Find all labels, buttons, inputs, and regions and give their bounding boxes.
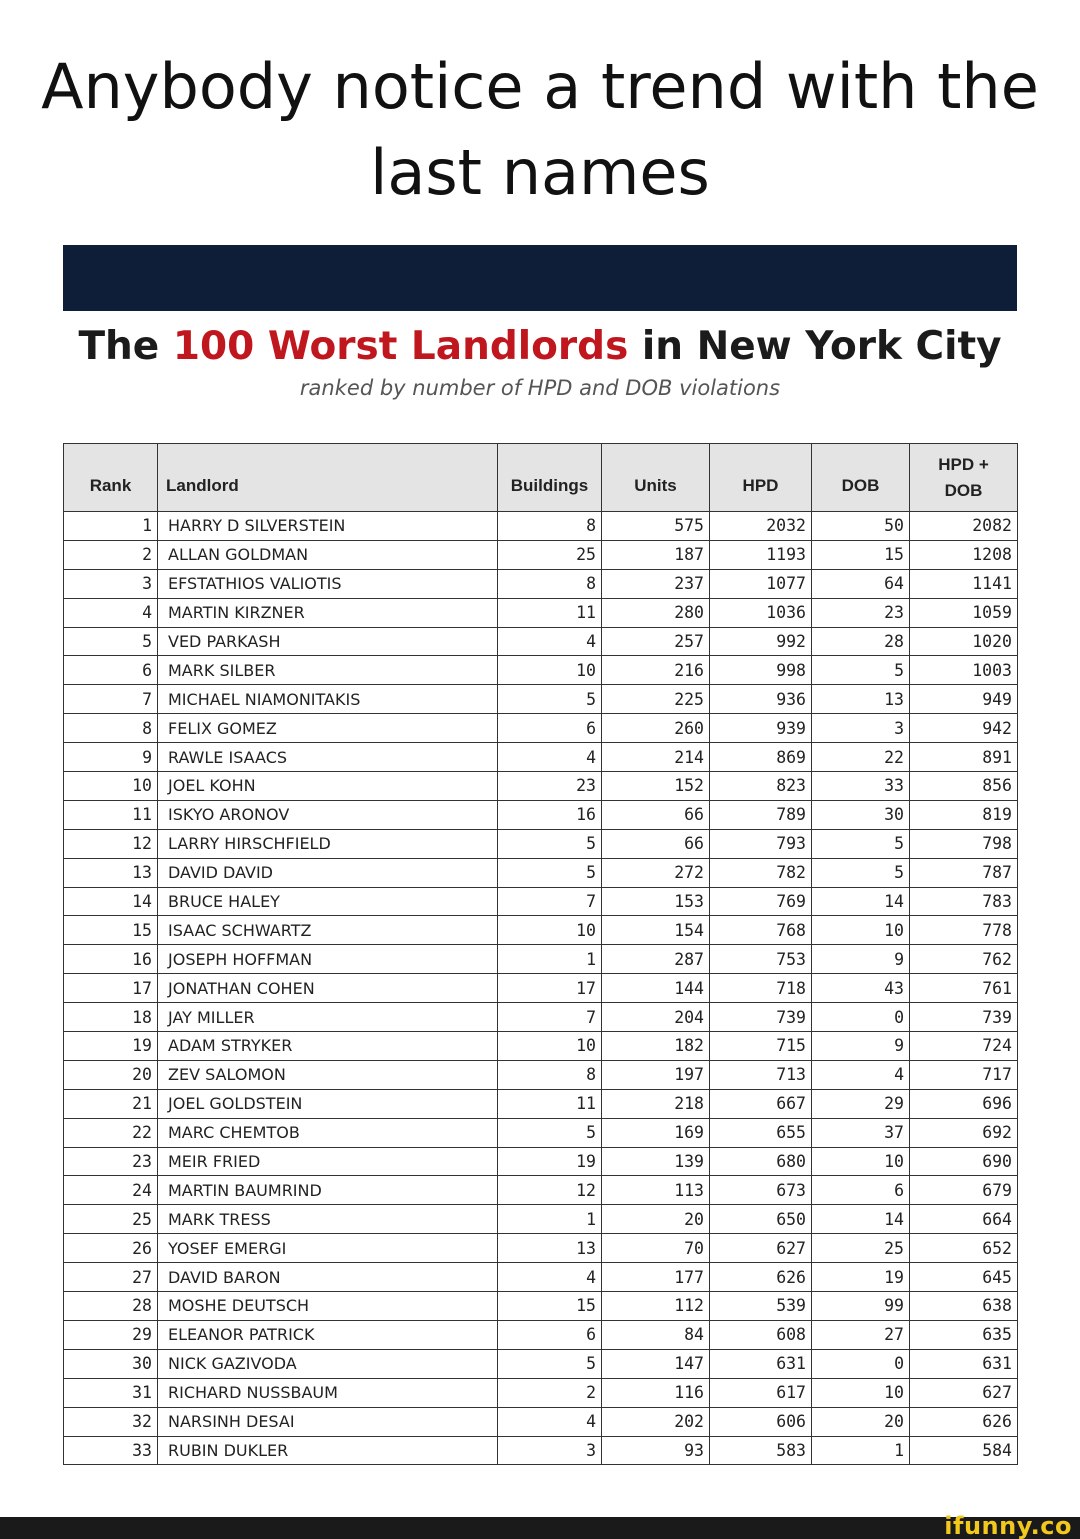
cell-landlord: DAVID DAVID xyxy=(158,858,498,887)
cell-rank: 25 xyxy=(64,1205,158,1234)
cell-landlord: VED PARKASH xyxy=(158,627,498,656)
cell-hpd-dob: 1059 xyxy=(910,598,1018,627)
cell-rank: 28 xyxy=(64,1292,158,1321)
cell-units: 182 xyxy=(602,1032,710,1061)
cell-hpd: 667 xyxy=(710,1089,812,1118)
cell-hpd-dob: 645 xyxy=(910,1263,1018,1292)
cell-buildings: 5 xyxy=(498,685,602,714)
cell-dob: 50 xyxy=(812,512,910,541)
cell-hpd: 1193 xyxy=(710,540,812,569)
cell-buildings: 5 xyxy=(498,1118,602,1147)
cell-hpd: 627 xyxy=(710,1234,812,1263)
table-row xyxy=(64,772,1018,801)
cell-hpd-dob: 856 xyxy=(910,772,1018,801)
col-header-hpd-dob: HPD + DOB xyxy=(910,444,1018,512)
cell-hpd: 939 xyxy=(710,714,812,743)
cell-units: 575 xyxy=(602,512,710,541)
cell-hpd: 655 xyxy=(710,1118,812,1147)
cell-landlord: HARRY D SILVERSTEIN xyxy=(158,512,498,541)
cell-units: 66 xyxy=(602,829,710,858)
cell-units: 257 xyxy=(602,627,710,656)
cell-hpd: 789 xyxy=(710,800,812,829)
table-row xyxy=(64,1436,1018,1465)
cell-buildings: 12 xyxy=(498,1176,602,1205)
cell-rank: 22 xyxy=(64,1118,158,1147)
cell-buildings: 15 xyxy=(498,1292,602,1321)
cell-landlord: JAY MILLER xyxy=(158,1003,498,1032)
table-row xyxy=(64,1118,1018,1147)
cell-hpd: 739 xyxy=(710,1003,812,1032)
cell-units: 177 xyxy=(602,1263,710,1292)
cell-units: 93 xyxy=(602,1436,710,1465)
cell-hpd: 998 xyxy=(710,656,812,685)
cell-hpd: 606 xyxy=(710,1407,812,1436)
cell-hpd-dob: 942 xyxy=(910,714,1018,743)
cell-buildings: 7 xyxy=(498,1003,602,1032)
table-row xyxy=(64,800,1018,829)
infographic-subtitle: ranked by number of HPD and DOB violations xyxy=(299,376,781,400)
cell-units: 84 xyxy=(602,1320,710,1349)
table-row xyxy=(64,1263,1018,1292)
cell-units: 169 xyxy=(602,1118,710,1147)
cell-units: 214 xyxy=(602,743,710,772)
cell-dob: 43 xyxy=(812,974,910,1003)
cell-buildings: 23 xyxy=(498,772,602,801)
cell-dob: 0 xyxy=(812,1349,910,1378)
cell-buildings: 19 xyxy=(498,1147,602,1176)
cell-hpd: 2032 xyxy=(710,512,812,541)
cell-hpd: 1077 xyxy=(710,569,812,598)
table-row xyxy=(64,1320,1018,1349)
cell-dob: 20 xyxy=(812,1407,910,1436)
cell-units: 216 xyxy=(602,656,710,685)
cell-units: 139 xyxy=(602,1147,710,1176)
cell-hpd: 992 xyxy=(710,627,812,656)
cell-landlord: EFSTATHIOS VALIOTIS xyxy=(158,569,498,598)
cell-dob: 14 xyxy=(812,887,910,916)
cell-hpd-dob: 2082 xyxy=(910,512,1018,541)
cell-buildings: 5 xyxy=(498,829,602,858)
cell-landlord: FELIX GOMEZ xyxy=(158,714,498,743)
cell-landlord: JOEL GOLDSTEIN xyxy=(158,1089,498,1118)
cell-rank: 5 xyxy=(64,627,158,656)
cell-buildings: 4 xyxy=(498,1407,602,1436)
cell-hpd: 823 xyxy=(710,772,812,801)
cell-hpd-dob: 690 xyxy=(910,1147,1018,1176)
cell-buildings: 3 xyxy=(498,1436,602,1465)
cell-landlord: MARK TRESS xyxy=(158,1205,498,1234)
cell-dob: 4 xyxy=(812,1060,910,1089)
cell-hpd-dob: 1141 xyxy=(910,569,1018,598)
table-row xyxy=(64,685,1018,714)
cell-landlord: RAWLE ISAACS xyxy=(158,743,498,772)
cell-landlord: MOSHE DEUTSCH xyxy=(158,1292,498,1321)
cell-hpd: 583 xyxy=(710,1436,812,1465)
cell-dob: 6 xyxy=(812,1176,910,1205)
cell-hpd-dob: 1003 xyxy=(910,656,1018,685)
table-row xyxy=(64,1292,1018,1321)
table-row xyxy=(64,656,1018,685)
col-header-dob: DOB xyxy=(812,444,910,512)
cell-hpd-dob: 631 xyxy=(910,1349,1018,1378)
cell-hpd-dob: 762 xyxy=(910,945,1018,974)
cell-hpd-dob: 696 xyxy=(910,1089,1018,1118)
cell-dob: 99 xyxy=(812,1292,910,1321)
cell-dob: 13 xyxy=(812,685,910,714)
cell-landlord: JOSEPH HOFFMAN xyxy=(158,945,498,974)
cell-hpd-dob: 638 xyxy=(910,1292,1018,1321)
cell-units: 287 xyxy=(602,945,710,974)
cell-landlord: ISAAC SCHWARTZ xyxy=(158,916,498,945)
cell-units: 70 xyxy=(602,1234,710,1263)
cell-buildings: 1 xyxy=(498,945,602,974)
cell-buildings: 17 xyxy=(498,974,602,1003)
cell-dob: 10 xyxy=(812,1378,910,1407)
cell-rank: 31 xyxy=(64,1378,158,1407)
cell-dob: 9 xyxy=(812,945,910,974)
cell-dob: 3 xyxy=(812,714,910,743)
infographic-title xyxy=(63,322,1017,372)
cell-rank: 13 xyxy=(64,858,158,887)
cell-hpd: 793 xyxy=(710,829,812,858)
cell-rank: 24 xyxy=(64,1176,158,1205)
cell-landlord: ZEV SALOMON xyxy=(158,1060,498,1089)
cell-hpd: 680 xyxy=(710,1147,812,1176)
cell-dob: 64 xyxy=(812,569,910,598)
cell-dob: 10 xyxy=(812,916,910,945)
cell-landlord: NARSINH DESAI xyxy=(158,1407,498,1436)
cell-hpd: 626 xyxy=(710,1263,812,1292)
cell-units: 147 xyxy=(602,1349,710,1378)
cell-landlord: MARC CHEMTOB xyxy=(158,1118,498,1147)
cell-buildings: 16 xyxy=(498,800,602,829)
cell-buildings: 10 xyxy=(498,1032,602,1061)
table-row xyxy=(64,1234,1018,1263)
cell-rank: 3 xyxy=(64,569,158,598)
cell-dob: 9 xyxy=(812,1032,910,1061)
cell-buildings: 13 xyxy=(498,1234,602,1263)
cell-buildings: 25 xyxy=(498,540,602,569)
cell-landlord: MARTIN BAUMRIND xyxy=(158,1176,498,1205)
table-row xyxy=(64,1176,1018,1205)
cell-hpd: 713 xyxy=(710,1060,812,1089)
cell-landlord: LARRY HIRSCHFIELD xyxy=(158,829,498,858)
cell-hpd-dob: 778 xyxy=(910,916,1018,945)
table-row xyxy=(64,1378,1018,1407)
cell-landlord: MARTIN KIRZNER xyxy=(158,598,498,627)
cell-hpd: 673 xyxy=(710,1176,812,1205)
cell-dob: 37 xyxy=(812,1118,910,1147)
cell-landlord: RUBIN DUKLER xyxy=(158,1436,498,1465)
cell-rank: 26 xyxy=(64,1234,158,1263)
cell-buildings: 4 xyxy=(498,743,602,772)
table-row xyxy=(64,1205,1018,1234)
table-row xyxy=(64,1060,1018,1089)
cell-rank: 4 xyxy=(64,598,158,627)
cell-landlord: RICHARD NUSSBAUM xyxy=(158,1378,498,1407)
cell-dob: 29 xyxy=(812,1089,910,1118)
table-row xyxy=(64,974,1018,1003)
cell-units: 197 xyxy=(602,1060,710,1089)
cell-units: 272 xyxy=(602,858,710,887)
cell-buildings: 8 xyxy=(498,569,602,598)
table-row xyxy=(64,743,1018,772)
cell-hpd-dob: 717 xyxy=(910,1060,1018,1089)
cell-hpd-dob: 652 xyxy=(910,1234,1018,1263)
cell-landlord: ELEANOR PATRICK xyxy=(158,1320,498,1349)
table-row xyxy=(64,627,1018,656)
title-part-3: in New York City xyxy=(641,324,1002,369)
cell-units: 204 xyxy=(602,1003,710,1032)
cell-rank: 2 xyxy=(64,540,158,569)
cell-dob: 28 xyxy=(812,627,910,656)
cell-buildings: 11 xyxy=(498,1089,602,1118)
cell-landlord: MEIR FRIED xyxy=(158,1147,498,1176)
cell-rank: 14 xyxy=(64,887,158,916)
cell-hpd: 936 xyxy=(710,685,812,714)
cell-hpd: 650 xyxy=(710,1205,812,1234)
cell-landlord: MARK SILBER xyxy=(158,656,498,685)
title-part-1: The xyxy=(78,324,160,369)
cell-dob: 33 xyxy=(812,772,910,801)
table-row xyxy=(64,540,1018,569)
cell-buildings: 8 xyxy=(498,1060,602,1089)
cell-dob: 5 xyxy=(812,829,910,858)
cell-rank: 9 xyxy=(64,743,158,772)
cell-hpd-dob: 626 xyxy=(910,1407,1018,1436)
cell-buildings: 4 xyxy=(498,627,602,656)
cell-dob: 30 xyxy=(812,800,910,829)
cell-units: 144 xyxy=(602,974,710,1003)
meme-caption: Anybody notice a trend with the last names xyxy=(41,50,1039,209)
cell-dob: 5 xyxy=(812,858,910,887)
cell-landlord: ALLAN GOLDMAN xyxy=(158,540,498,569)
cell-hpd-dob: 724 xyxy=(910,1032,1018,1061)
ifunny-watermark: ifunny.co xyxy=(944,1512,1072,1539)
cell-landlord: BRUCE HALEY xyxy=(158,887,498,916)
cell-hpd-dob: 1208 xyxy=(910,540,1018,569)
cell-units: 187 xyxy=(602,540,710,569)
cell-landlord: NICK GAZIVODA xyxy=(158,1349,498,1378)
cell-units: 225 xyxy=(602,685,710,714)
table-header-row xyxy=(64,444,1018,512)
cell-hpd-dob: 819 xyxy=(910,800,1018,829)
table-row xyxy=(64,916,1018,945)
cell-dob: 15 xyxy=(812,540,910,569)
cell-rank: 10 xyxy=(64,772,158,801)
table-row xyxy=(64,829,1018,858)
table-row xyxy=(64,858,1018,887)
cell-landlord: JOEL KOHN xyxy=(158,772,498,801)
table-row xyxy=(64,1407,1018,1436)
cell-units: 20 xyxy=(602,1205,710,1234)
table-row xyxy=(64,569,1018,598)
cell-buildings: 10 xyxy=(498,656,602,685)
cell-hpd-dob: 679 xyxy=(910,1176,1018,1205)
cell-buildings: 4 xyxy=(498,1263,602,1292)
table-row xyxy=(64,945,1018,974)
cell-rank: 16 xyxy=(64,945,158,974)
cell-dob: 22 xyxy=(812,743,910,772)
col-header-units: Units xyxy=(602,444,710,512)
cell-landlord: MICHAEL NIAMONITAKIS xyxy=(158,685,498,714)
table-row xyxy=(64,714,1018,743)
cell-buildings: 11 xyxy=(498,598,602,627)
cell-hpd-dob: 627 xyxy=(910,1378,1018,1407)
cell-units: 202 xyxy=(602,1407,710,1436)
cell-hpd-dob: 761 xyxy=(910,974,1018,1003)
cell-buildings: 6 xyxy=(498,1320,602,1349)
cell-dob: 10 xyxy=(812,1147,910,1176)
cell-hpd: 539 xyxy=(710,1292,812,1321)
cell-landlord: ADAM STRYKER xyxy=(158,1032,498,1061)
cell-rank: 18 xyxy=(64,1003,158,1032)
cell-buildings: 2 xyxy=(498,1378,602,1407)
cell-buildings: 5 xyxy=(498,858,602,887)
cell-rank: 21 xyxy=(64,1089,158,1118)
cell-units: 153 xyxy=(602,887,710,916)
cell-rank: 32 xyxy=(64,1407,158,1436)
cell-hpd-dob: 635 xyxy=(910,1320,1018,1349)
cell-dob: 23 xyxy=(812,598,910,627)
cell-rank: 7 xyxy=(64,685,158,714)
cell-hpd-dob: 584 xyxy=(910,1436,1018,1465)
cell-landlord: JONATHAN COHEN xyxy=(158,974,498,1003)
title-highlight: 100 Worst Landlords xyxy=(172,324,629,369)
table-row xyxy=(64,598,1018,627)
cell-rank: 29 xyxy=(64,1320,158,1349)
cell-units: 66 xyxy=(602,800,710,829)
cell-hpd-dob: 664 xyxy=(910,1205,1018,1234)
cell-dob: 5 xyxy=(812,656,910,685)
table-row xyxy=(64,1089,1018,1118)
cell-units: 113 xyxy=(602,1176,710,1205)
col-header-landlord: Landlord xyxy=(158,444,498,512)
table-row xyxy=(64,1349,1018,1378)
cell-hpd: 715 xyxy=(710,1032,812,1061)
cell-hpd-dob: 783 xyxy=(910,887,1018,916)
cell-units: 112 xyxy=(602,1292,710,1321)
cell-hpd-dob: 949 xyxy=(910,685,1018,714)
cell-hpd: 769 xyxy=(710,887,812,916)
cell-rank: 6 xyxy=(64,656,158,685)
cell-units: 260 xyxy=(602,714,710,743)
cell-hpd-dob: 787 xyxy=(910,858,1018,887)
cell-hpd: 718 xyxy=(710,974,812,1003)
landlords-table xyxy=(63,443,1018,1465)
table-row xyxy=(64,1147,1018,1176)
cell-units: 280 xyxy=(602,598,710,627)
cell-hpd: 1036 xyxy=(710,598,812,627)
cell-hpd: 768 xyxy=(710,916,812,945)
col-header-rank: Rank xyxy=(64,444,158,512)
cell-hpd: 631 xyxy=(710,1349,812,1378)
cell-hpd: 753 xyxy=(710,945,812,974)
table-row xyxy=(64,1003,1018,1032)
cell-buildings: 10 xyxy=(498,916,602,945)
cell-buildings: 6 xyxy=(498,714,602,743)
cell-rank: 27 xyxy=(64,1263,158,1292)
cell-hpd-dob: 798 xyxy=(910,829,1018,858)
cell-rank: 8 xyxy=(64,714,158,743)
cell-landlord: ISKYO ARONOV xyxy=(158,800,498,829)
cell-buildings: 5 xyxy=(498,1349,602,1378)
cell-rank: 12 xyxy=(64,829,158,858)
cell-dob: 0 xyxy=(812,1003,910,1032)
cell-hpd-dob: 891 xyxy=(910,743,1018,772)
table-row xyxy=(64,512,1018,541)
col-header-hpd: HPD xyxy=(710,444,812,512)
cell-units: 154 xyxy=(602,916,710,945)
cell-dob: 19 xyxy=(812,1263,910,1292)
cell-rank: 19 xyxy=(64,1032,158,1061)
cell-hpd-dob: 739 xyxy=(910,1003,1018,1032)
cell-hpd-dob: 692 xyxy=(910,1118,1018,1147)
cell-rank: 30 xyxy=(64,1349,158,1378)
cell-dob: 27 xyxy=(812,1320,910,1349)
col-header-buildings: Buildings xyxy=(498,444,602,512)
table-row xyxy=(64,887,1018,916)
cell-rank: 17 xyxy=(64,974,158,1003)
cell-buildings: 8 xyxy=(498,512,602,541)
cell-dob: 1 xyxy=(812,1436,910,1465)
cell-rank: 23 xyxy=(64,1147,158,1176)
cell-dob: 14 xyxy=(812,1205,910,1234)
cell-rank: 20 xyxy=(64,1060,158,1089)
cell-hpd-dob: 1020 xyxy=(910,627,1018,656)
cell-buildings: 1 xyxy=(498,1205,602,1234)
cell-hpd: 617 xyxy=(710,1378,812,1407)
cell-units: 218 xyxy=(602,1089,710,1118)
cell-units: 116 xyxy=(602,1378,710,1407)
cell-dob: 25 xyxy=(812,1234,910,1263)
header-band xyxy=(63,245,1017,311)
cell-hpd: 782 xyxy=(710,858,812,887)
table-body xyxy=(64,512,1018,1465)
cell-rank: 33 xyxy=(64,1436,158,1465)
cell-rank: 1 xyxy=(64,512,158,541)
cell-landlord: DAVID BARON xyxy=(158,1263,498,1292)
cell-rank: 11 xyxy=(64,800,158,829)
cell-rank: 15 xyxy=(64,916,158,945)
cell-units: 152 xyxy=(602,772,710,801)
cell-buildings: 7 xyxy=(498,887,602,916)
cell-units: 237 xyxy=(602,569,710,598)
table-row xyxy=(64,1032,1018,1061)
cell-hpd: 608 xyxy=(710,1320,812,1349)
cell-hpd: 869 xyxy=(710,743,812,772)
cell-landlord: YOSEF EMERGI xyxy=(158,1234,498,1263)
footer-bar xyxy=(0,1517,1080,1539)
